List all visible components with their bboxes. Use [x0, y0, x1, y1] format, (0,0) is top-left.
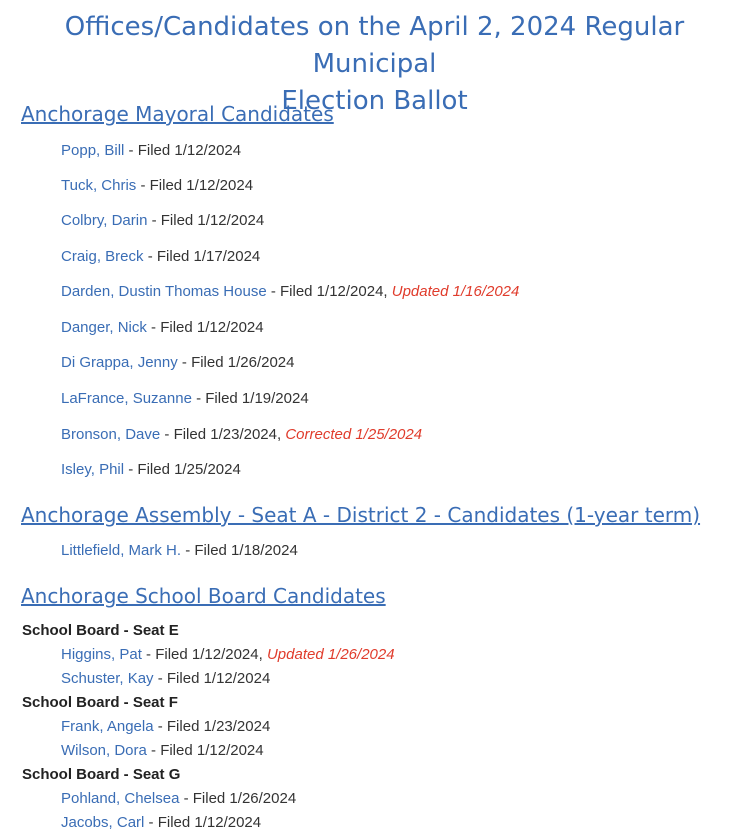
update-note: Updated 1/26/2024: [266, 646, 395, 663]
filed-date: - Filed 1/12/2024: [153, 670, 271, 687]
candidate-entry: [61, 211, 264, 231]
assembly-heading-link[interactable]: Anchorage Assembly - Seat A - District 2 - Candidates (1-year term): [21, 503, 701, 527]
candidate-link[interactable]: Jacobs, Carl: [61, 814, 145, 831]
filed-date: - Filed 1/19/2024: [191, 390, 309, 407]
candidate-link[interactable]: Littlefield, Mark H.: [61, 542, 182, 559]
filed-date: - Filed 1/25/2024: [124, 461, 241, 478]
candidate-link[interactable]: Popp, Bill: [61, 142, 125, 159]
candidate-link[interactable]: Di Grappa, Jenny: [61, 354, 178, 371]
filed-date: - Filed 1/23/2024: [153, 718, 271, 735]
candidate-link[interactable]: LaFrance, Suzanne: [61, 390, 192, 407]
candidate-entry: [61, 425, 422, 445]
candidate-link[interactable]: Bronson, Dave: [61, 426, 161, 443]
candidate-link[interactable]: Higgins, Pat: [61, 646, 142, 663]
filed-date: - Filed 1/26/2024: [179, 790, 297, 807]
candidate-link[interactable]: Craig, Breck: [61, 248, 144, 265]
candidate-entry: [61, 247, 260, 267]
filed-date: - Filed 1/12/2024: [146, 742, 264, 759]
seat-heading: School Board - Seat F: [22, 694, 178, 711]
candidate-entry: [61, 141, 241, 161]
candidate-link[interactable]: Schuster, Kay: [61, 670, 154, 687]
filed-date: - Filed 1/12/2024: [146, 319, 264, 336]
candidate-link[interactable]: Isley, Phil: [61, 461, 125, 478]
correction-note: Corrected 1/25/2024: [285, 426, 423, 443]
school-board-heading-link[interactable]: Anchorage School Board Candidates: [21, 584, 386, 608]
candidate-entry: [61, 460, 241, 480]
candidate-entry: [61, 789, 296, 809]
candidate-entry: [61, 741, 264, 761]
update-note: Updated 1/16/2024: [391, 283, 520, 300]
candidate-entry: [61, 176, 253, 196]
filed-date: - Filed 1/18/2024: [181, 542, 298, 559]
filed-date: - Filed 1/23/2024,: [160, 426, 286, 443]
filed-date: - Filed 1/12/2024: [147, 212, 265, 229]
candidate-entry: [61, 813, 261, 833]
candidate-entry: [61, 282, 519, 302]
candidate-link[interactable]: Colbry, Darin: [61, 212, 148, 229]
filed-date: - Filed 1/12/2024: [144, 814, 262, 831]
candidate-link[interactable]: Wilson, Dora: [61, 742, 147, 759]
candidate-entry: [61, 669, 270, 689]
candidate-entry: [61, 541, 298, 561]
candidate-link[interactable]: Darden, Dustin Thomas House: [61, 283, 267, 300]
mayoral-heading-link[interactable]: Anchorage Mayoral Candidates: [21, 102, 334, 126]
seat-heading: School Board - Seat G: [22, 766, 181, 783]
candidate-link[interactable]: Danger, Nick: [61, 319, 147, 336]
candidate-entry: [61, 353, 294, 373]
filed-date: - Filed 1/12/2024: [136, 177, 254, 194]
candidate-entry: [61, 645, 395, 665]
candidate-entry: [61, 389, 309, 409]
candidate-link[interactable]: Tuck, Chris: [61, 177, 137, 194]
candidate-entry: [61, 318, 264, 338]
candidate-entry: [61, 717, 270, 737]
filed-date: - Filed 1/12/2024,: [266, 283, 392, 300]
page-title-line-1: Offices/Candidates on the April 2, 2024 Regular Municipal: [64, 12, 685, 79]
filed-date: - Filed 1/26/2024: [177, 354, 295, 371]
candidate-link[interactable]: Pohland, Chelsea: [61, 790, 180, 807]
candidate-link[interactable]: Frank, Angela: [61, 718, 154, 735]
filed-date: - Filed 1/12/2024: [124, 142, 242, 159]
filed-date: - Filed 1/17/2024: [143, 248, 261, 265]
seat-heading: School Board - Seat E: [22, 622, 179, 639]
filed-date: - Filed 1/12/2024,: [141, 646, 267, 663]
page-title-line-2: Election Ballot: [281, 86, 468, 116]
